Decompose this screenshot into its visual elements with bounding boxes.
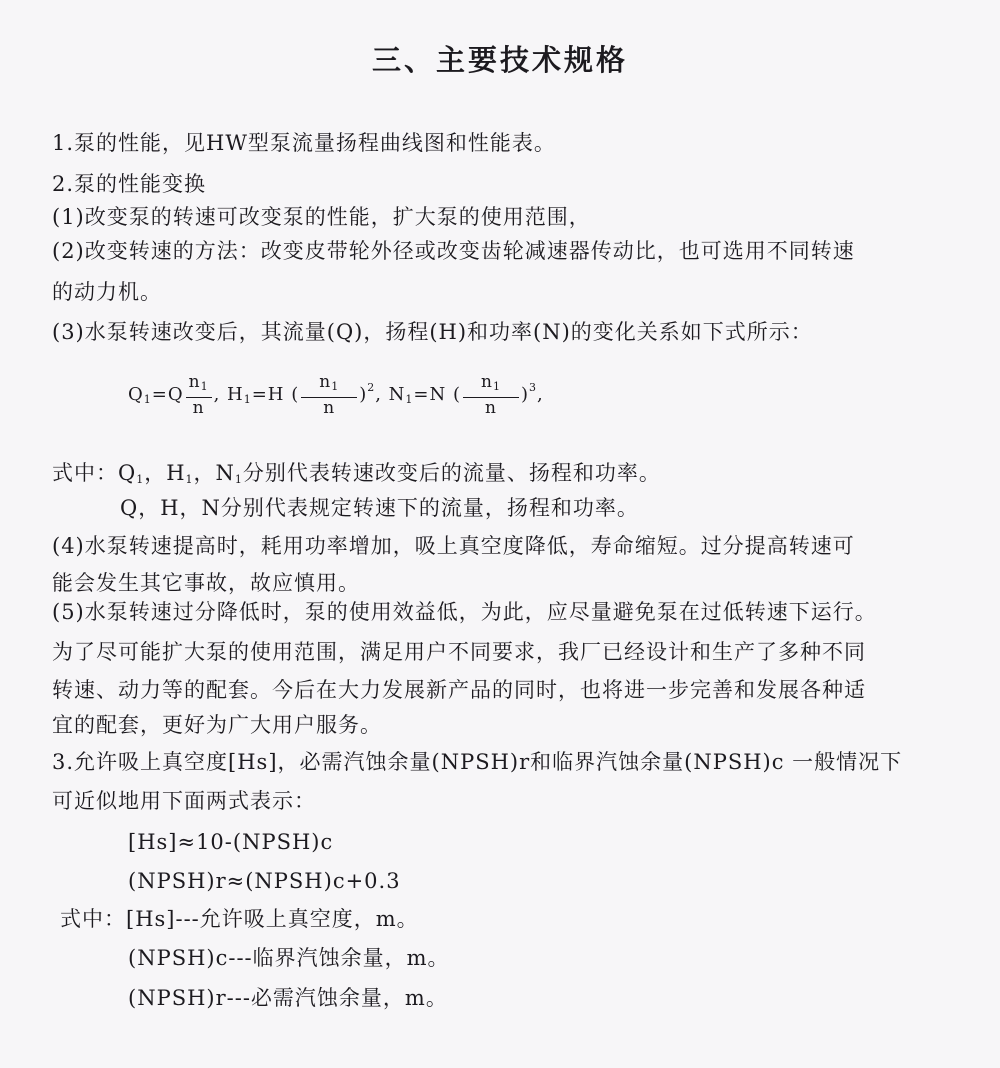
fraction-n1-n	[186, 372, 212, 418]
formula-paren: )	[359, 384, 368, 405]
formula-subscript: 1	[492, 380, 501, 393]
formula-paren: )	[520, 384, 529, 405]
formula-subscript: 1	[405, 393, 414, 406]
fraction-n1-n	[463, 372, 519, 418]
fraction-numerator: n	[481, 372, 493, 392]
item-2-5-cont-2: 转速、动力等的配套。今后在大力发展新产品的同时，也将进一步完善和发展各种适	[52, 678, 866, 702]
item-2-5-cont-3: 宜的配套，更好为广大用户服务。	[52, 713, 382, 737]
formula-n: , N	[375, 384, 406, 405]
note-subscript: 1	[136, 473, 145, 486]
item-3-cont: 可近似地用下面两式表示：	[52, 789, 316, 813]
item-2-2-cont: 的动力机。	[52, 280, 162, 304]
item-2-5: (5)水泵转速过分降低时，泵的使用效益低，为此，应尽量避免泵在过低转速下运行。	[52, 600, 877, 624]
item-3-heading: 3.允许吸上真空度[Hs]，必需汽蚀余量(NPSH)r和临界汽蚀余量(NPSH)c 一般情况下	[52, 750, 903, 774]
formula-note-2: Q，H，N分别代表规定转速下的流量，扬程和功率。	[120, 496, 639, 520]
note-rest: 分别代表转速改变后的流量、扬程和功率。	[242, 461, 661, 485]
item-2-4: (4)水泵转速提高时，耗用功率增加，吸上真空度降低，寿命缩短。过分提高转速可	[52, 534, 855, 558]
item-2-2: (2)改变转速的方法：改变皮带轮外径或改变齿轮减速器传动比，也可选用不同转速	[52, 239, 855, 263]
npsh-note-r: (NPSH)r---必需汽蚀余量，m。	[128, 986, 448, 1010]
item-2-3: (3)水泵转速改变后，其流量(Q)，扬程(H)和功率(N)的变化关系如下式所示：	[52, 320, 813, 344]
formula-tail: ,	[536, 384, 544, 405]
fraction-denominator: n	[485, 398, 497, 418]
note-subscript: 1	[185, 473, 194, 486]
note-subscript: 1	[234, 473, 243, 486]
formula-h: , H	[213, 384, 244, 405]
formula-subscript: 1	[331, 380, 340, 393]
formula-eq-n: =N (	[413, 384, 461, 405]
note-sep: ，N	[193, 461, 235, 485]
fraction-numerator: n	[188, 372, 201, 392]
npsh-formula-2: (NPSH)r≈(NPSH)c+0.3	[128, 869, 401, 893]
npsh-formula-1: [Hs]≈10-(NPSH)c	[128, 830, 334, 854]
item-2-heading: 2.泵的性能变换	[52, 172, 207, 196]
formula-eq-q: =Q	[151, 384, 184, 405]
note-sep: ，H	[144, 461, 186, 485]
note-prefix: 式中：Q	[52, 461, 137, 485]
formula-exponent: 3	[528, 381, 537, 394]
fraction-numerator: n	[319, 372, 332, 392]
fraction-n1-n	[301, 372, 357, 418]
formula-subscript: 1	[200, 380, 209, 393]
formula-q: Q	[128, 384, 144, 405]
npsh-note-c: (NPSH)c---临界汽蚀余量，m。	[128, 946, 450, 970]
fraction-denominator: n	[192, 398, 205, 418]
formula-exponent: 2	[367, 381, 376, 394]
similarity-formula	[128, 372, 544, 418]
npsh-note-hs: 式中：[Hs]---允许吸上真空度，m。	[60, 907, 419, 931]
item-1-performance: 1.泵的性能，见HW型泵流量扬程曲线图和性能表。	[52, 131, 556, 155]
formula-note-1	[52, 459, 661, 494]
formula-subscript: 1	[243, 393, 252, 406]
fraction-denominator: n	[323, 398, 336, 418]
item-2-4-cont: 能会发生其它事故，故应慎用。	[52, 571, 360, 595]
formula-subscript: 1	[143, 393, 152, 406]
formula-eq-h: =H (	[251, 384, 300, 405]
item-2-5-cont-1: 为了尽可能扩大泵的使用范围，满足用户不同要求，我厂已经设计和生产了多种不同	[52, 640, 866, 664]
item-2-1: (1)改变泵的转速可改变泵的性能，扩大泵的使用范围，	[52, 205, 591, 229]
section-title: 三、主要技术规格	[371, 43, 628, 77]
